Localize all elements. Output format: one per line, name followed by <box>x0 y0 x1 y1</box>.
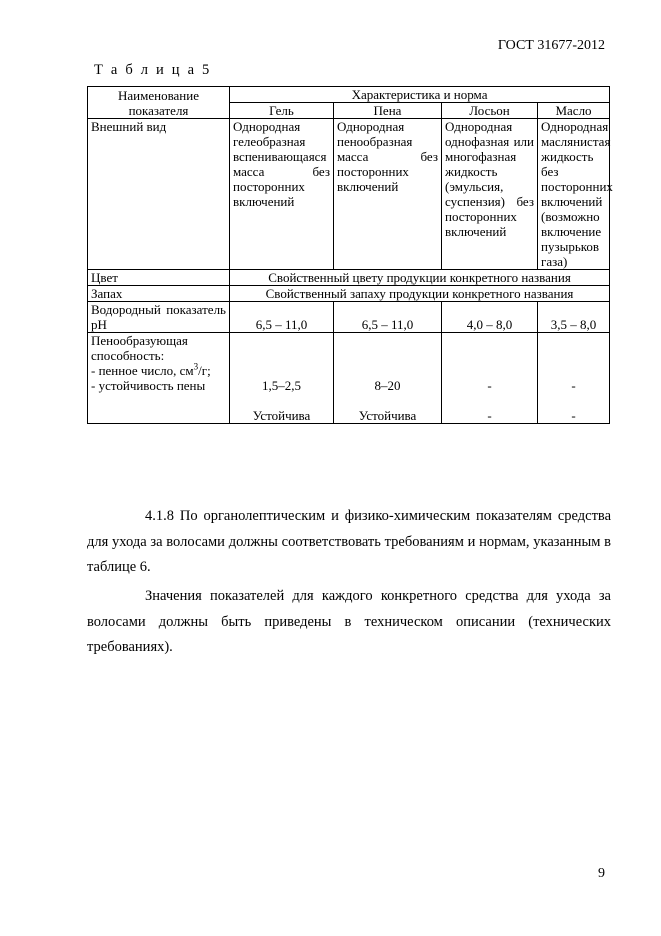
ph-lotion: 4,0 – 8,0 <box>442 302 538 333</box>
paragraph-4-1-8: 4.1.8 По органолептическим и физико-химическим показателям средства для ухода за волосами должны соответствовать требованиям и нормам, указанным в таблице 6. <box>87 508 611 575</box>
column-header-oil: Масло <box>538 103 610 119</box>
row-label-appearance: Внешний вид <box>88 119 230 270</box>
foaming-number-gel: 1,5–2,5 <box>262 378 301 393</box>
foaming-stability-label: - устойчивость пены <box>91 378 206 393</box>
row-label-odor: Запах <box>88 286 230 302</box>
table-row-ph <box>88 302 610 333</box>
odor-value: Свойственный запаху продукции конкретного названия <box>230 286 610 302</box>
foaming-number-unit-sup: 3 <box>193 361 199 372</box>
table-row-appearance <box>88 119 610 270</box>
appearance-oil: Однородная маслянистая жидкость без посторонних включений (возможно включение пузырьков газа) <box>538 119 610 270</box>
table-row-color <box>88 270 610 286</box>
table-caption: Т а б л и ц а 5 <box>94 62 212 78</box>
column-header-lotion: Лосьон <box>442 103 538 119</box>
foaming-oil <box>538 333 610 424</box>
foaming-lotion <box>442 333 538 424</box>
foaming-foam <box>334 333 442 424</box>
foaming-number-label <box>91 363 226 378</box>
specification-table <box>87 86 613 424</box>
foaming-stability-foam: Устойчива <box>358 408 417 423</box>
column-header-group: Характеристика и норма <box>230 87 610 103</box>
foaming-number-oil: - <box>571 378 576 393</box>
page-number: 9 <box>598 866 605 881</box>
ph-oil: 3,5 – 8,0 <box>538 302 610 333</box>
foaming-title: Пенообразующая способность: <box>91 333 188 363</box>
row-label-color: Цвет <box>88 270 230 286</box>
foaming-number-foam: 8–20 <box>374 378 401 393</box>
ph-foam: 6,5 – 11,0 <box>334 302 442 333</box>
row-label-foaming <box>88 333 230 424</box>
document-standard-header: ГОСТ 31677-2012 <box>497 38 605 53</box>
foaming-number-lotion: - <box>487 378 492 393</box>
appearance-gel: Однородная гелеобразная вспенивающаяся масса без посторонних включений <box>230 119 334 270</box>
column-header-gel: Гель <box>230 103 334 119</box>
foaming-stability-oil: - <box>571 408 576 423</box>
table-row-odor <box>88 286 610 302</box>
appearance-foam: Однородная пенообразная масса без посторонних включений <box>334 119 442 270</box>
row-label-ph: Водородный показатель рН <box>88 302 230 333</box>
foaming-gel <box>230 333 334 424</box>
foaming-number-text: - пенное число, см <box>91 363 194 378</box>
column-header-foam: Пена <box>334 103 442 119</box>
foaming-stability-gel: Устойчива <box>252 408 311 423</box>
foaming-number-unit-tail: /г; <box>198 363 211 378</box>
paragraph-indicator-values: Значения показателей для каждого конкретного средства для ухода за волосами должны быть приведены в техническом описании (технических требованиях). <box>87 588 611 655</box>
table-row-foaming <box>88 333 610 424</box>
foaming-stability-lotion: - <box>487 408 492 423</box>
color-value: Свойственный цвету продукции конкретного названия <box>230 270 610 286</box>
ph-gel: 6,5 – 11,0 <box>230 302 334 333</box>
table-header-row <box>88 87 610 103</box>
appearance-lotion: Однородная однофазная или многофазная жидкость (эмульсия, суспензия) без посторонних включений <box>442 119 538 270</box>
column-header-name: Наименование показателя <box>88 87 230 119</box>
